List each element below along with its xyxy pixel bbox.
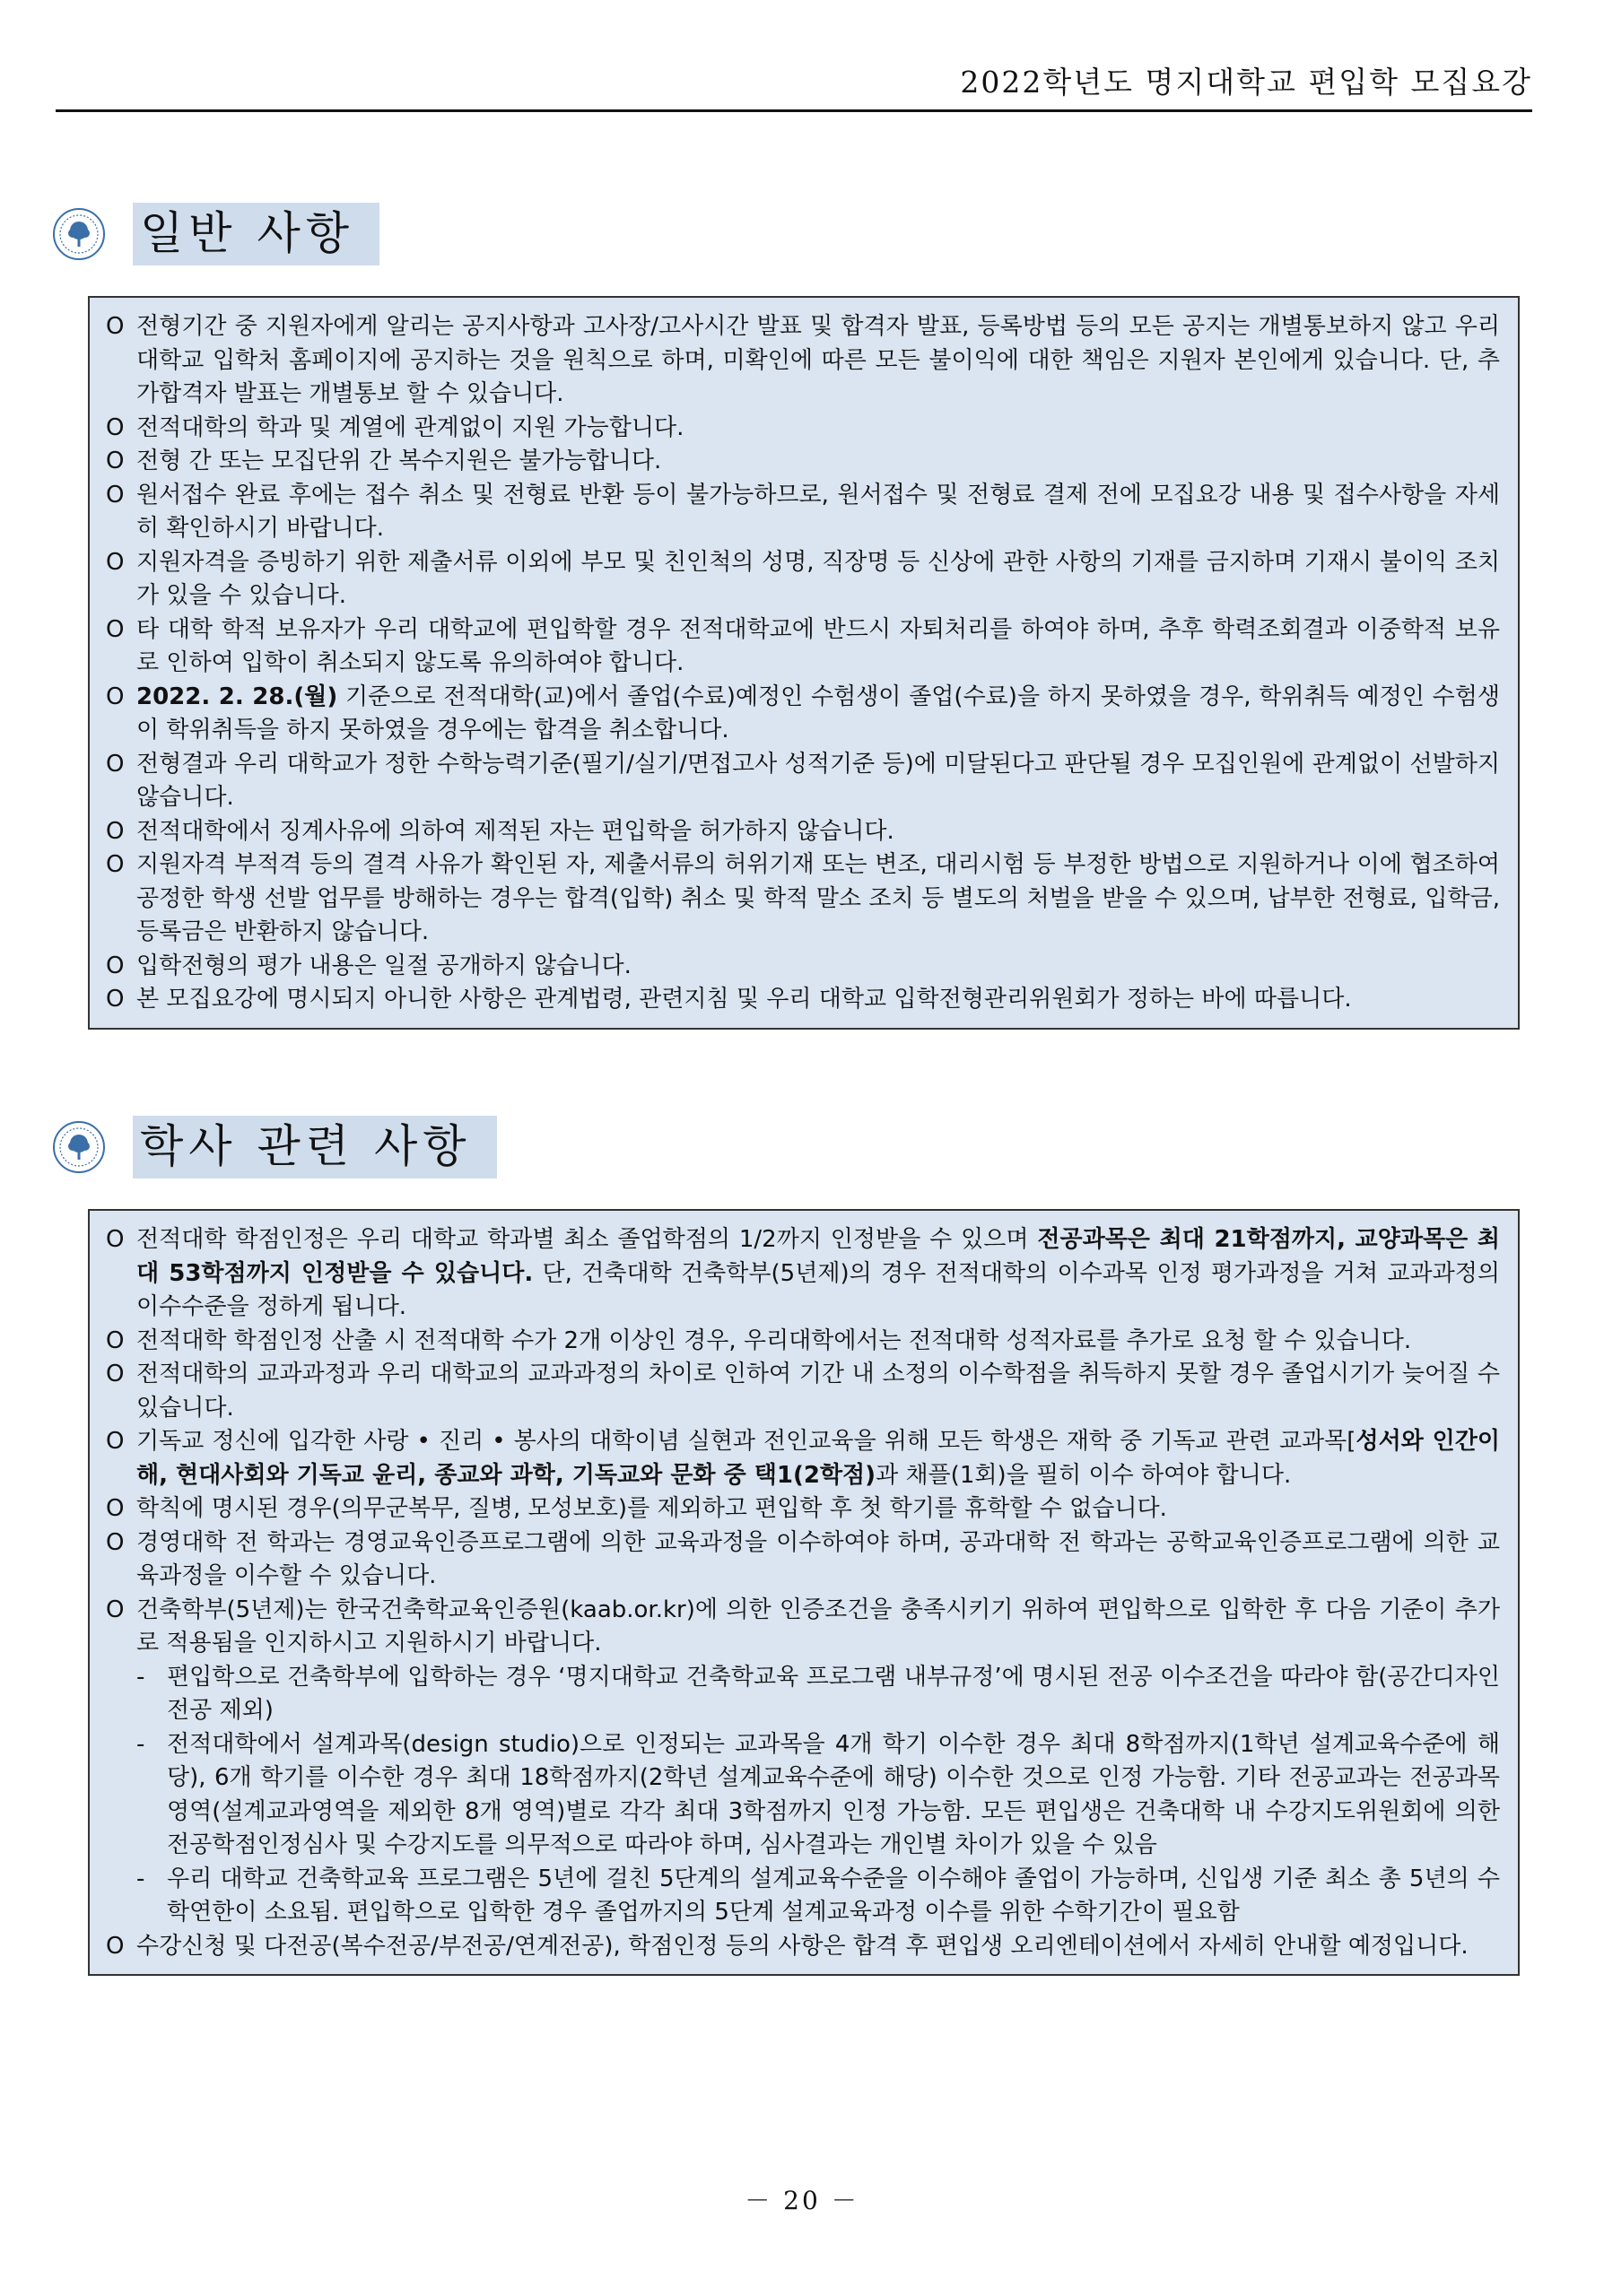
list-item [106,310,1500,412]
list-item [106,815,1500,849]
list-item-text: 지원자격을 증빙하기 위한 제출서류 이외에 부모 및 친인척의 성명, 직장명 등 신상에 관한 사항의 기재를 금지하며 기재시 불이익 조치가 있을 수 있습니다. [136,548,1500,609]
list-item [106,848,1500,950]
list-item [106,1425,1500,1492]
document-header-title: 2022학년도 명지대학교 편입학 모집요강 [960,65,1532,100]
bullet-marker: O [106,1326,125,1354]
sub-list-item-text: 우리 대학교 건축학교육 프로그램은 5년에 걸친 5단계의 설계교육수준을 이수해야 졸업이 가능하며, 신입생 기준 최소 총 5년의 수학연한이 소요됨. 편입학으로 입학한 경우 졸업까지의 5단계 설계교육과정 이수를 위한 수학기간이 필요함 [167,1865,1500,1926]
bullet-marker: O [106,1226,125,1253]
section-title: 일반 사항 [133,203,379,265]
list-item-text-part: 전적대학 학점인정은 우리 대학교 학과별 최소 졸업학점의 1/2까지 인정받을 수 있으며 [136,1226,1038,1253]
bullet-marker: O [106,413,125,441]
list-item-text [136,1425,1500,1492]
list-item-text-part: 기독교 정신에 입각한 사랑 • 진리 • 봉사의 대학이념 실현과 전인교육을 위해 모든 학생은 재학 중 기독교 관련 교과목[ [136,1428,1356,1455]
sub-list-item [106,1728,1500,1863]
bullet-marker: O [106,481,125,509]
bullet-marker: O [106,952,125,979]
list-item [106,613,1500,681]
list-item [106,445,1500,479]
bullet-marker: O [106,1528,125,1556]
bullet-marker: O [106,1495,125,1522]
required-course-emphasis: 성서와 인간이해, 현대사회와 기독교 윤리, 종교와 과학, 기독교와 문화 중 택1(2학점) [136,1428,1501,1489]
list-item [106,412,1500,446]
bullet-marker: O [106,851,125,878]
list-item [106,1930,1500,1964]
list-item [106,1594,1500,1661]
university-emblem-icon [52,207,106,261]
sub-list-item-text: 전적대학에서 설계과목(design studio)으로 인정되는 교과목을 4개 학기 이수한 경우 최대 8학점까지(1학년 설계교육수준에 해당), 6개 학기를 이수한 경우 최대 18학점까지(2학년 설계교육수준에 해당) 이수한 것으로 인정 가능함. 기타 전공교과는 전공과목 영역(설계교과영역을 제외한 8개 영역)별로 각각 최대 3학점까지 인정 가능함. 모든 편입생은 건축대학 내 수강지도위원회에 의한 전공학점인정심사 및 수강지도를 의무적으로 따라야 하며, 심사결과는 개인별 차이가 있을 수 있음 [167,1730,1500,1858]
list-item-text: 전적대학의 교과과정과 우리 대학교의 교과과정의 차이로 인하여 기간 내 소정의 이수학점을 취득하지 못할 경우 졸업시기가 늦어질 수 있습니다. [136,1361,1500,1422]
list-item [106,479,1500,546]
dash-marker: - [136,1730,145,1758]
list-item-text: 타 대학 학적 보유자가 우리 대학교에 편입학할 경우 전적대학교에 반드시 자퇴처리를 하여야 하며, 추후 학력조회결과 이중학적 보유로 인하여 입학이 취소되지 않도록 유의하여야 합니다. [136,615,1500,676]
list-item-text: 전적대학의 학과 및 계열에 관계없이 지원 가능합니다. [136,413,684,441]
list-item-text: 경영대학 전 학과는 경영교육인증프로그램에 의한 교육과정을 이수하여야 하며, 공과대학 전 학과는 공학교육인증프로그램에 의한 교육과정을 이수할 수 있습니다. [136,1528,1500,1589]
general-notice-box [88,296,1520,1030]
list-item-text: 지원자격 부적격 등의 결격 사유가 확인된 자, 제출서류의 허위기재 또는 변조, 대리시험 등 부정한 방법으로 지원하거나 이에 협조하여 공정한 학생 선발 업무를 방해하는 경우는 합격(입학) 취소 및 학적 말소 조치 등 별도의 처벌을 받을 수 있으며, 납부한 전형료, 입학금, 등록금은 반환하지 않습니다. [136,851,1500,945]
list-item-text: 본 모집요강에 명시되지 아니한 사항은 관계법령, 관련지침 및 우리 대학교 입학전형관리위원회가 정하는 바에 따릅니다. [136,986,1352,1013]
list-item-text-part: 과 채플(1회)을 필히 이수 하여야 합니다. [876,1461,1292,1489]
list-item-text [136,681,1500,748]
sub-list-item [106,1863,1500,1930]
list-item-text-rest: 기준으로 전적대학(교)에서 졸업(수료)예정인 수험생이 졸업(수료)을 하지 못하였을 경우, 학위취득 예정인 수험생이 학위취득을 하지 못하였을 경우에는 합격을 취소합니다. [136,683,1500,744]
list-item [106,748,1500,815]
header-divider [56,109,1532,112]
academic-notice-box [88,1209,1520,1976]
list-item-text [136,1223,1500,1325]
bullet-marker: O [106,986,125,1013]
list-item-text: 전형 간 또는 모집단위 간 복수지원은 불가능합니다. [136,448,662,474]
list-item-text: 건축학부(5년제)는 한국건축학교육인증원(kaab.or.kr)에 의한 인증조건을 충족시키기 위하여 편입학으로 입학한 후 다음 기준이 추가로 적용됨을 인지하시고 지원하시기 바랍니다. [136,1596,1500,1657]
list-item-text: 학칙에 명시된 경우(의무군복무, 질병, 모성보호)를 제외하고 편입학 후 첫 학기를 휴학할 수 없습니다. [136,1495,1167,1522]
credit-limit-emphasis: 전공과목은 최대 21학점까지, 교양과목은 최대 53학점까지 인정받을 수 있습니다. [136,1226,1500,1287]
list-item [106,1358,1500,1425]
list-item [106,546,1500,613]
sub-list-item [106,1661,1500,1728]
list-item-text: 전적대학 학점인정 산출 시 전적대학 수가 2개 이상인 경우, 우리대학에서는 전적대학 성적자료를 추가로 요청 할 수 있습니다. [136,1326,1412,1354]
list-item-text: 전적대학에서 징계사유에 의하여 제적된 자는 편입학을 허가하지 않습니다. [136,817,894,845]
dash-marker: - [136,1865,145,1892]
list-item-text: 입학전형의 평가 내용은 일절 공개하지 않습니다. [136,952,632,979]
list-item [106,1325,1500,1359]
list-item-text: 전형기간 중 지원자에게 알리는 공지사항과 고사장/고사시간 발표 및 합격자 발표, 등록방법 등의 모든 공지는 개별통보하지 않고 우리 대학교 입학처 홈페이지에 공지하는 것을 원칙으로 하며, 미확인에 따른 모든 불이익에 대한 책임은 지원자 본인에게 있습니다. 단, 추가합격자 발표는 개별통보 할 수 있습니다. [136,313,1500,407]
bullet-marker: O [106,1596,125,1623]
list-item [106,1223,1500,1325]
bullet-marker: O [106,683,125,710]
section-heading-academic [52,1116,497,1178]
bullet-marker: O [106,615,125,643]
bullet-marker: O [106,750,125,778]
bullet-marker: O [106,1428,125,1455]
list-item-text: 전형결과 우리 대학교가 정한 수학능력기준(필기/실기/면접고사 성적기준 등)에 미달된다고 판단될 경우 모집인원에 관계없이 선발하지 않습니다. [136,750,1500,811]
list-item [106,1492,1500,1526]
section-heading-general [52,203,379,265]
bullet-marker: O [106,1361,125,1387]
bullet-marker: O [106,448,125,474]
list-item [106,983,1500,1017]
bullet-marker: O [106,1932,125,1960]
list-item [106,1526,1500,1594]
page-number: － 20 － [745,2186,859,2215]
list-item-text: 수강신청 및 다전공(복수전공/부전공/연계전공), 학점인정 등의 사항은 합격 후 편입생 오리엔테이션에서 자세히 안내할 예정입니다. [136,1932,1469,1960]
list-item-text-part: 단, 건축대학 건축학부(5년제)의 경우 전적대학의 이수과목 인정 평가과정을 거쳐 교과과정의 이수수준을 정하게 됩니다. [136,1259,1500,1320]
bullet-marker: O [106,817,125,845]
list-item [106,950,1500,984]
sub-list-item-text: 편입학으로 건축학부에 입학하는 경우 ‘명지대학교 건축학교육 프로그램 내부규정’에 명시된 전공 이수조건을 따라야 함(공간디자인전공 제외) [167,1663,1500,1724]
bullet-marker: O [106,313,125,340]
section-title: 학사 관련 사항 [133,1116,497,1178]
list-item-text: 원서접수 완료 후에는 접수 취소 및 전형료 반환 등이 불가능하므로, 원서접수 및 전형료 결제 전에 모집요강 내용 및 접수사항을 자세히 확인하시기 바랍니다. [136,481,1500,542]
university-emblem-icon [52,1120,106,1174]
deadline-date: 2022. 2. 28.(월) [136,683,338,710]
dash-marker: - [136,1663,145,1691]
list-item [106,681,1500,748]
bullet-marker: O [106,548,125,576]
